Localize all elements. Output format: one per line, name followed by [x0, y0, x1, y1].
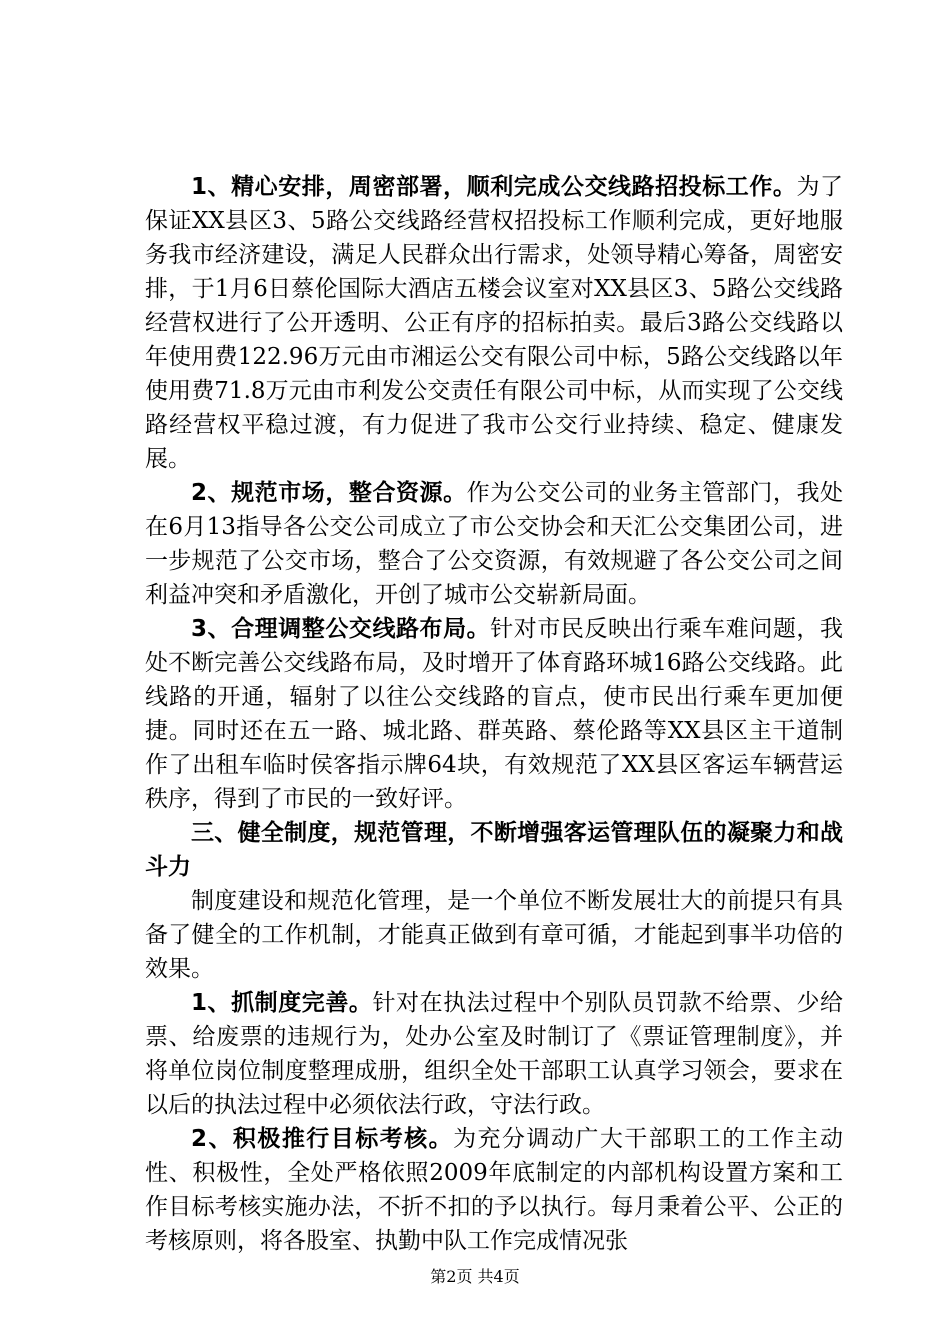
paragraph-lead: 2、规范市场，整合资源。: [191, 480, 467, 506]
paragraph-system: [145, 986, 843, 1122]
paragraph-text: 针对在执法过程中个别队员罚款不给票、少给票、给废票的违规行为，处办公室及时制订了《票证管理制度》，并将单位岗位制度整理成册，组织全处干部职工认真学习领会，要求在以后的执法过程中必须依法行政，守法行政。: [145, 990, 843, 1118]
paragraph-text: 针对市民反映出行乘车难问题，我处不断完善公交线路布局，及时增开了体育路环城16路公交线路。此线路的开通，辐射了以往公交线路的盲点，使市民出行乘车更加便捷。同时还在五一路、城北路、群英路、蔡伦路等XX县区主干道制作了出租车临时侯客指示牌64块，有效规范了XX县区客运车辆营运秩序，得到了市民的一致好评。: [145, 616, 843, 812]
paragraph-market: [145, 476, 843, 612]
paragraph-text: 作为公交公司的业务主管部门，我处在6月13指导各公交公司成立了市公交协会和天汇公交集团公司，进一步规范了公交市场，整合了公交资源，有效规避了各公交公司之间利益冲突和矛盾激化，开创了城市公交崭新局面。: [145, 480, 843, 608]
paragraph-lead: 3、合理调整公交线路布局。: [191, 616, 491, 642]
paragraph-lead: 1、精心安排，周密部署，顺利完成公交线路招投标工作。: [191, 174, 797, 200]
paragraph-text: 为了保证XX县区3、5路公交线路经营权招投标工作顺利完成，更好地服务我市经济建设，满足人民群众出行需求，处领导精心筹备，周密安排，于1月6日蔡伦国际大酒店五楼会议室对XX县区3、5路公交线路经营权进行了公开透明、公正有序的招标拍卖。最后3路公交线路以年使用费122.96万元由市湘运公交有限公司中标，5路公交线路以年使用费71.8万元由市利发公交责任有限公司中标，从而实现了公交线路经营权平稳过渡，有力促进了我市公交行业持续、稳定、健康发展。: [145, 174, 843, 472]
page-number-footer: 第2页 共4页: [430, 1267, 520, 1286]
section-heading: 三、健全制度，规范管理，不断增强客运管理队伍的凝聚力和战斗力: [145, 820, 843, 880]
paragraph-lead: 1、抓制度完善。: [191, 990, 373, 1016]
paragraph-assessment: [145, 1122, 843, 1258]
document-body: [145, 170, 843, 1258]
section-intro: 制度建设和规范化管理，是一个单位不断发展壮大的前提只有具备了健全的工作机制，才能真正做到有章可循，才能起到事半功倍的效果。: [145, 888, 843, 982]
paragraph-text: 为充分调动广大干部职工的工作主动性、积极性，全处严格依照2009年底制定的内部机构设置方案和工作目标考核实施办法，不折不扣的予以执行。每月秉着公平、公正的考核原则，将各股室、执勤中队工作完成情况张: [145, 1126, 843, 1254]
paragraph-lead: 2、积极推行目标考核。: [191, 1126, 454, 1152]
paragraph-route-layout: [145, 612, 843, 816]
paragraph-bid-work: [145, 170, 843, 476]
